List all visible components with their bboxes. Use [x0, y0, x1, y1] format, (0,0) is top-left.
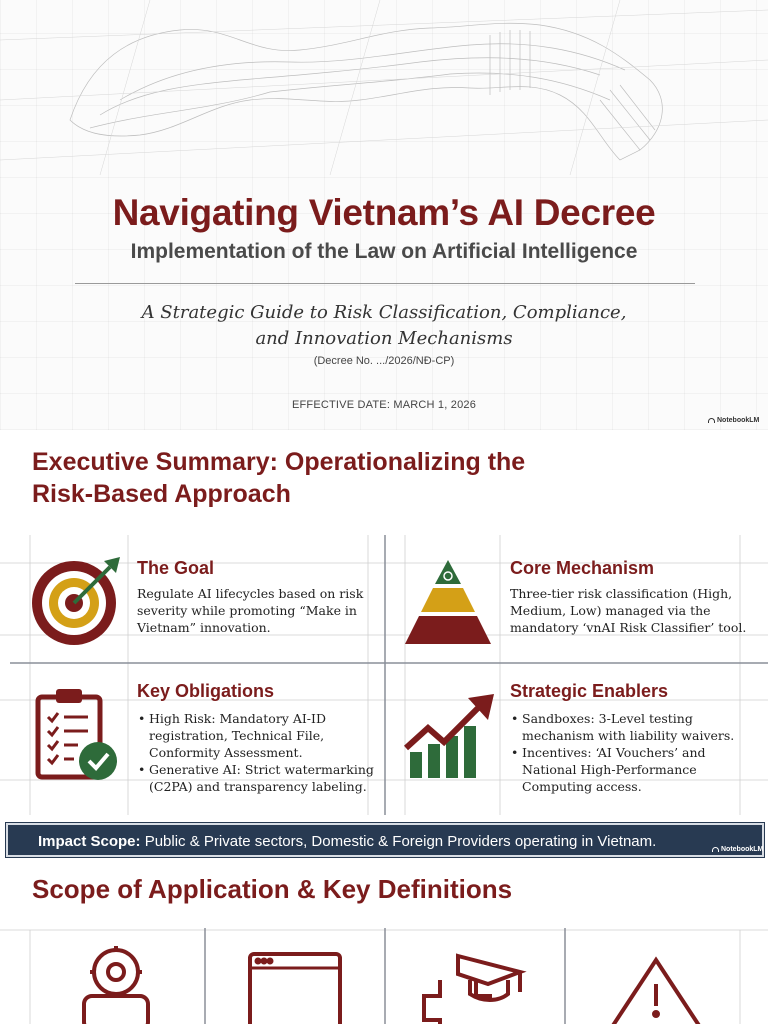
tagline [0, 300, 768, 352]
list-item: • Sandboxes: 3-Level testing mechanism with liability waivers. [510, 710, 750, 744]
pyramid-icon [403, 558, 493, 646]
notebooklm-watermark [708, 417, 759, 424]
scope-title: Scope of Application & Key Definitions [32, 874, 513, 904]
executive-summary-title [32, 446, 632, 510]
warning-icon [610, 960, 702, 1024]
card-title: Core Mechanism [510, 558, 655, 578]
checklist-icon [34, 685, 120, 783]
notebooklm-watermark [712, 846, 763, 853]
bullet-list [137, 710, 377, 795]
title-divider [75, 283, 695, 284]
robot-gear-icon [84, 946, 148, 1024]
title-line-1: Executive Summary: Operationalizing the [32, 448, 526, 476]
card-title: The Goal [137, 558, 215, 578]
list-item: • Incentives: ‘AI Vouchers’ and National High-Performance Computing access. [510, 744, 750, 795]
notebooklm-icon [712, 847, 719, 852]
card-title: Key Obligations [137, 681, 275, 701]
page-title: Navigating Vietnam’s AI Decree [112, 192, 656, 233]
card-body [510, 710, 750, 795]
impact-scope-banner [6, 823, 764, 857]
impact-scope-label: Impact Scope: [38, 833, 141, 850]
tagline-line-2: and Innovation Mechanisms [255, 328, 513, 349]
target-icon [30, 555, 122, 647]
list-item: • Generative AI: Strict watermarking (C2PA) and transparency labeling. [137, 761, 377, 795]
browser-window-icon [250, 954, 340, 1024]
executive-summary-slide [0, 430, 768, 860]
scope-slide [0, 860, 768, 1024]
education-cross-icon [424, 956, 520, 1024]
title-line-2: Risk-Based Approach [32, 480, 291, 508]
vietnam-map-wireframe-icon [0, 0, 768, 175]
notebooklm-icon [708, 418, 715, 423]
bullet-list [510, 710, 750, 795]
tagline-line-1: A Strategic Guide to Risk Classification, Compliance, [141, 302, 627, 323]
watermark-label: NotebookLM [721, 846, 764, 853]
decree-number: (Decree No. .../2026/NĐ-CP) [313, 355, 455, 367]
watermark-label: NotebookLM [717, 417, 760, 424]
card-title: Strategic Enablers [510, 681, 669, 701]
card-body [137, 710, 377, 795]
card-body: Three-tier risk classification (High, Medium, Low) managed via the mandatory ‘vnAI Risk Classifier’ tool. [510, 586, 747, 635]
cover-slide [0, 0, 768, 430]
growth-chart-icon [402, 692, 496, 780]
scope-icon-row [0, 920, 768, 1024]
list-item: • High Risk: Mandatory AI-ID registration, Technical File, Conformity Assessment. [137, 710, 377, 761]
impact-scope-description: Public & Private sectors, Domestic & Foreign Providers operating in Vietnam. [140, 833, 657, 850]
impact-scope-text [38, 833, 656, 850]
page-subtitle: Implementation of the Law on Artificial Intelligence [130, 240, 638, 263]
effective-date: EFFECTIVE DATE: MARCH 1, 2026 [291, 399, 477, 411]
card-body: Regulate AI lifecycles based on risk severity while promoting “Make in Vietnam” innovation. [137, 586, 364, 635]
